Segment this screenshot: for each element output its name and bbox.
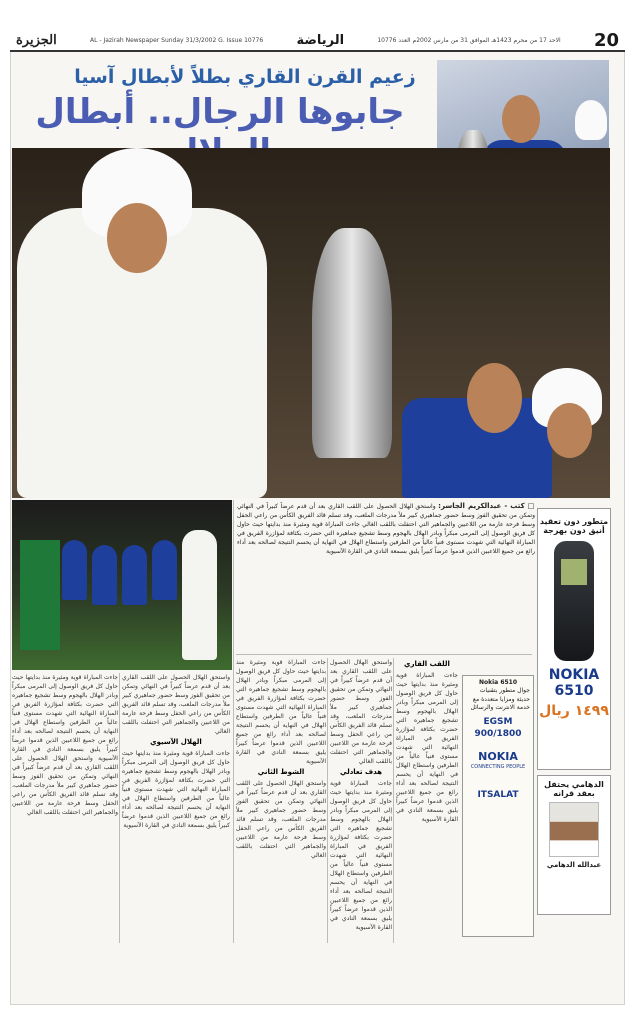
column-text: جاءت المباراة قوية ومثيرة منذ بدايتها حيث حاول كل فريق الوصول إلى المرمى مبكراً وبادر الهلال بالهجوم وسط تشجيع جماهيره التي حضرت بكثافة لمؤازرة الفريق في المباراة النهائية التي شهدت مستوى فنياً عالياً من الطرفين واستطاع الهلال في النهاية أن يحسم النتيجة لصالحه بعد أداء رائع من جميع اللاعبين الذين قدموا عرضاً كبيراً يليق بسمعة النادي في القارة الآسيوية	[330, 780, 392, 931]
trophy-presentation-photo	[12, 148, 610, 498]
column-subheading: هدف تعادلي	[340, 768, 382, 776]
intro-text-continued: جاءت المباراة قوية ومثيرة منذ بدايتها حيث حاول كل فريق الوصول إلى المرمى مبكراً وبادر الهلال بالهجوم وسط تشجيع جماهيره التي حضرت بكثافة لمؤازرة الفريق في المباراة النهائية التي شهدت مستوى فنياً عالياً من الطرفين واستطاع الهلال في النهاية أن يحسم النتيجة لصالحه بعد أداء رائع من جميع اللاعبين الذين قدموا عرضاً كبيراً يليق بسمعة النادي في القارة الآسيوية	[237, 521, 535, 555]
column-text: واستحق الهلال الحصول على اللقب القاري بعد أن قدم عرضاً كبيراً في النهائي وتمكن من تحقيق الفوز وسط حضور جماهيري كبير ملأ مدرجات الملعب، وقد تسلم قائد الفريق الكأس من راعي الحفل وسط فرحة عارمة من اللاعبين والجماهير التي احتفلت باللقب الغالي	[236, 780, 326, 859]
column-text: جاءت المباراة قوية ومثيرة منذ بدايتها حيث حاول كل فريق الوصول إلى المرمى مبكراً وبادر الهلال بالهجوم وسط تشجيع جماهيره التي حضرت بكثافة لمؤازرة الفريق في المباراة النهائية التي شهدت مستوى فنياً عالياً من الطرفين واستطاع الهلال في النهاية أن يحسم النتيجة لصالحه بعد أداء رائع من جميع اللاعبين الذين قدموا عرضاً كبيراً يليق بسمعة النادي في القارة الآسيوية	[396, 672, 458, 823]
ad-tagline-2: أنيق دون بهرجة	[543, 526, 605, 535]
issue-date-ar: الاحد 17 من محرم 1423هـ الموافق 31 من مارس 2002م العدد 10776	[377, 36, 561, 44]
nokia-phone-ad	[537, 508, 611, 770]
column-subheading: الشوط الثاني	[257, 768, 305, 776]
nokia-tagline: CONNECTING PEOPLE	[470, 764, 526, 771]
column-subheading: اللقب القاري	[404, 660, 450, 668]
column-text: جاءت المباراة قوية ومثيرة منذ بدايتها حيث حاول كل فريق الوصول إلى المرمى مبكراً وبادر الهلال بالهجوم وسط تشجيع جماهيره التي حضرت بكثافة لمؤازرة الفريق في المباراة النهائية التي شهدت مستوى فنياً عالياً من الطرفين واستطاع الهلال في النهاية أن يحسم النتيجة لصالحه بعد أداء رائع من جميع اللاعبين الذين قدموا عرضاً كبيراً يليق بسمعة النادي في القارة الآسيوية	[12, 674, 118, 762]
ad-brand: NOKIA	[548, 667, 600, 683]
columnist-portrait	[549, 802, 599, 857]
mobile-phone-icon	[554, 541, 594, 661]
column-text: جاءت المباراة قوية ومثيرة منذ بدايتها حيث حاول كل فريق الوصول إلى المرمى مبكراً وبادر الهلال بالهجوم وسط تشجيع جماهيره التي حضرت بكثافة لمؤازرة الفريق في المباراة النهائية التي شهدت مستوى فنياً عالياً من الطرفين واستطاع الهلال في النهاية أن يحسم النتيجة لصالحه بعد أداء رائع من جميع اللاعبين الذين قدموا عرضاً كبيراً يليق بسمعة النادي في القارة الآسيوية	[122, 750, 230, 829]
column-text: واستحق الهلال الحصول على اللقب القاري بعد أن قدم عرضاً كبيراً في النهائي وتمكن من تحقيق الفوز وسط حضور جماهيري كبير ملأ مدرجات الملعب، وقد تسلم قائد الفريق الكأس من راعي الحفل وسط فرحة عارمة من اللاعبين والجماهير التي احتفلت باللقب الغالي	[12, 755, 118, 816]
article-headline: جابوها الرجال.. أبطال	[35, 92, 405, 132]
column-subheading: الهلال الآسيوي	[150, 738, 202, 746]
itsalat-logo: ITSALAT	[477, 790, 519, 801]
text-column	[122, 673, 230, 943]
text-column	[330, 658, 392, 943]
columnist-name: عبدالله الدهامي	[546, 861, 602, 869]
article-intro	[237, 502, 535, 652]
newspaper-logo: الجزيرة	[16, 32, 57, 48]
column-text: واستحق الهلال الحصول على اللقب القاري بعد أن قدم عرضاً كبيراً في النهائي وتمكن من تحقيق الفوز وسط حضور جماهيري كبير ملأ مدرجات الملعب، وقد تسلم قائد الفريق الكأس من راعي الحفل وسط فرحة عارمة من اللاعبين والجماهير التي احتفلت باللقب الغالي	[330, 659, 392, 765]
text-column	[236, 658, 326, 943]
ad-model: 6510	[554, 683, 594, 699]
column-text: جاءت المباراة قوية ومثيرة منذ بدايتها حيث حاول كل فريق الوصول إلى المرمى مبكراً وبادر الهلال بالهجوم وسط تشجيع جماهيره التي حضرت بكثافة لمؤازرة الفريق في المباراة النهائية التي شهدت مستوى فنياً عالياً من الطرفين واستطاع الهلال في النهاية أن يحسم النتيجة لصالحه بعد أداء رائع من جميع اللاعبين الذين قدموا عرضاً كبيراً يليق بسمعة النادي في القارة الآسيوية	[236, 659, 326, 765]
text-column	[396, 658, 458, 943]
columnist-box-title: الدهامي يحتفل بعقد قرانه	[544, 780, 604, 798]
page-header	[10, 30, 625, 52]
ad-tagline-1: متطور دون تعقيد	[539, 517, 609, 526]
intro-text: واستحق الهلال الحصول على اللقب القاري بعد أن قدم عرضاً كبيراً في النهائي وتمكن من تحقيق الفوز وسط حضور جماهيري كبير ملأ مدرجات الملعب، وقد تسلم قائد الفريق الكأس من راعي الحفل وسط فرحة عارمة من اللاعبين والجماهير التي احتفلت باللقب الغالي	[237, 503, 535, 528]
text-column	[12, 673, 118, 943]
nokia-logo: NOKIA	[478, 749, 518, 763]
article-kicker: زعيم القرن القاري بطلاً لأبطال آسيا	[74, 66, 416, 88]
edition-line: AL - Jazirah Newspaper Sunday 31/3/2002 G. Issue 10776	[90, 36, 264, 44]
columnist-box	[537, 775, 611, 915]
section-title: الرياضة	[296, 32, 345, 48]
ad-price: ١٤٩٩ ريال	[539, 703, 609, 719]
nokia-text-ad	[462, 675, 534, 937]
ad-model-line: Nokia 6510	[478, 679, 518, 686]
team-celebration-photo	[12, 500, 232, 670]
page-number: 20	[593, 29, 619, 51]
ad-spec: EGSM 900/1800	[474, 716, 522, 740]
column-text: واستحق الهلال الحصول على اللقب القاري بعد أن قدم عرضاً كبيراً في النهائي وتمكن من تحقيق الفوز وسط حضور جماهيري كبير ملأ مدرجات الملعب، وقد تسلم قائد الفريق الكأس من راعي الحفل وسط فرحة عارمة من اللاعبين والجماهير التي احتفلت باللقب الغالي	[122, 674, 230, 735]
ad-description: جوال متطور بتقنيات حديثة ومزايا متعددة مع خدمة الانترنت والرسائل	[470, 687, 530, 712]
article-byline: □ كتب - عبدالكريم الجاسر:	[438, 502, 535, 510]
